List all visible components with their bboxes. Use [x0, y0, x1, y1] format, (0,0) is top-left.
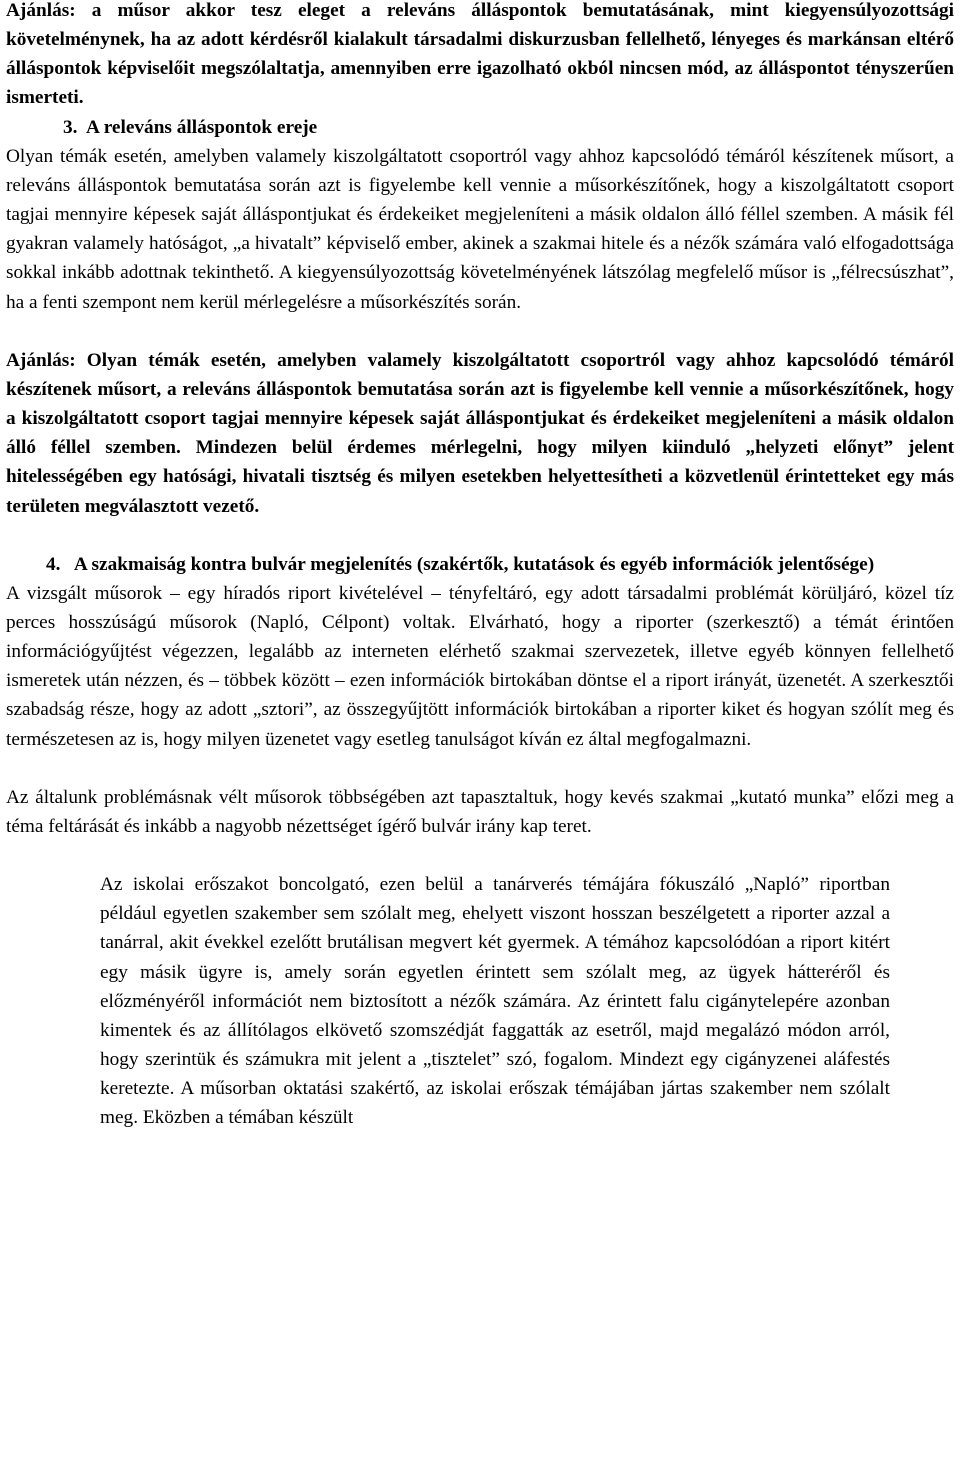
section-number: 4. [46, 553, 61, 575]
recommendation-paragraph: Ajánlás: Olyan témák esetén, amelyben valamely kiszolgáltatott csoportról vagy ahhoz kapcsolódó témáról készítenek műsort, a releváns álláspontok bemutatása során azt is figyelembe kell vennie a műsorkészítőnek, hogy a kiszolgáltatott csoport tagjai mennyire képesek saját álláspontjukat és érdekeiket megjeleníteni a másik oldalon álló féllel szemben. Mindezen belül érdemes mérlegelni, hogy milyen kiinduló „helyzeti előnyt” jelent hitelességében egy hatósági, hivatali tisztség és milyen esetekben helyettesítheti a közvetlenül érintetteket egy más területen megválasztott vezető. [6, 349, 954, 517]
indented-example-paragraph: Az iskolai erőszakot boncolgató, ezen belül a tanárverés témájára fókuszáló „Napló” riportban például egyetlen szakember sem szólalt meg, ehelyett viszont hosszan beszélgetett a riporter azzal a tanárral, akit évekkel ezelőtt brutálisan megvert két gyermek. A témához kapcsolódóan a riport kitért egy másik ügyre is, amely során egyetlen érintett sem szólalt meg, az ügyek hátteréről és előzményéről információt nem biztosított a nézők számára. Az érintett falu cigánytelepére azonban kimentek és az állítólagos elkövető szomszédját faggatták az esetről, majd megalázó módon arról, hogy szerintük és számukra mit jelent a „tiszteletˮ szó, fogalom. Mindezt egy cigányzenei aláfestés keretezte. A műsorban oktatási szakértő, az iskolai erőszak témájában jártas szakember nem szólalt meg. Eközben a témában készült [100, 874, 890, 1129]
paragraph-spacer [6, 317, 954, 346]
section-number: 3. [63, 116, 78, 138]
section-heading [6, 550, 954, 579]
body-paragraph: Az általunk problémásnak vélt műsorok többségében azt tapasztaltuk, hogy kevés szakmai „kutató munka” előzi meg a téma feltárását és inkább a nagyobb nézettséget ígérő bulvár irány kap teret. [6, 786, 954, 837]
section-body: A vizsgált műsorok – egy híradós riport kivételével – tényfeltáró, egy adott társadalmi problémát körüljáró, közel tíz perces hosszúságú műsorok (Napló, Célpont) voltak. Elvárható, hogy a riporter (szerkesztő) a témát érintően információgyűjtést végezzen, legalább az interneten elérhető szakmai szervezetek, illetve egyéb könnyen fellelhető ismeretek után nézzen, és – többek között – ezen információk birtokában döntse el a riport irányát, üzenetét. A szerkesztői szabadság része, hogy az adott „sztori”, az összegyűjtött információk birtokában a riporter kiket és hogyan szólít meg és természetesen az is, hogy milyen üzenetet vagy esetleg tanulságot kíván ez által megfogalmazni. [6, 582, 954, 750]
paragraph-spacer [6, 841, 954, 870]
document-page [6, 0, 954, 1132]
paragraph-spacer [6, 754, 954, 783]
paragraph-spacer [6, 521, 954, 550]
section-title: A szakmaiság kontra bulvár megjelenítés (szakértők, kutatások és egyéb információk jelentősége) [73, 553, 875, 575]
recommendation-paragraph: Ajánlás: a műsor akkor tesz eleget a releváns álláspontok bemutatásának, mint kiegyensúlyozottsági követelménynek, ha az adott kérdésről kialakult társadalmi diskurzusban fellelhető, lényeges és markánsan eltérő álláspontok képviselőit megszólaltatja, amennyiben erre igazolható okból nincsen mód, az álláspontot tényszerűen ismerteti. [6, 0, 954, 109]
section-title: A releváns álláspontok ereje [86, 116, 318, 138]
section-heading [6, 113, 954, 142]
section-body: Olyan témák esetén, amelyben valamely kiszolgáltatott csoportról vagy ahhoz kapcsolódó témáról készítenek műsort, a releváns álláspontok bemutatása során azt is figyelembe kell vennie a műsorkészítőnek, hogy a kiszolgáltatott csoport tagjai mennyire képesek saját álláspontjukat és érdekeiket megjeleníteni a másik oldalon álló féllel szemben. A másik fél gyakran valamely hatóságot, „a hivatalt” képviselő ember, akinek a szakmai hitele és a nézők számára való elfogadottsága sokkal inkább adottnak tekinthető. A kiegyensúlyozottság követelményének látszólag megfelelő műsor is „félrecsúszhat”, ha a fenti szempont nem kerül mérlegelésre a műsorkészítés során. [6, 145, 954, 313]
